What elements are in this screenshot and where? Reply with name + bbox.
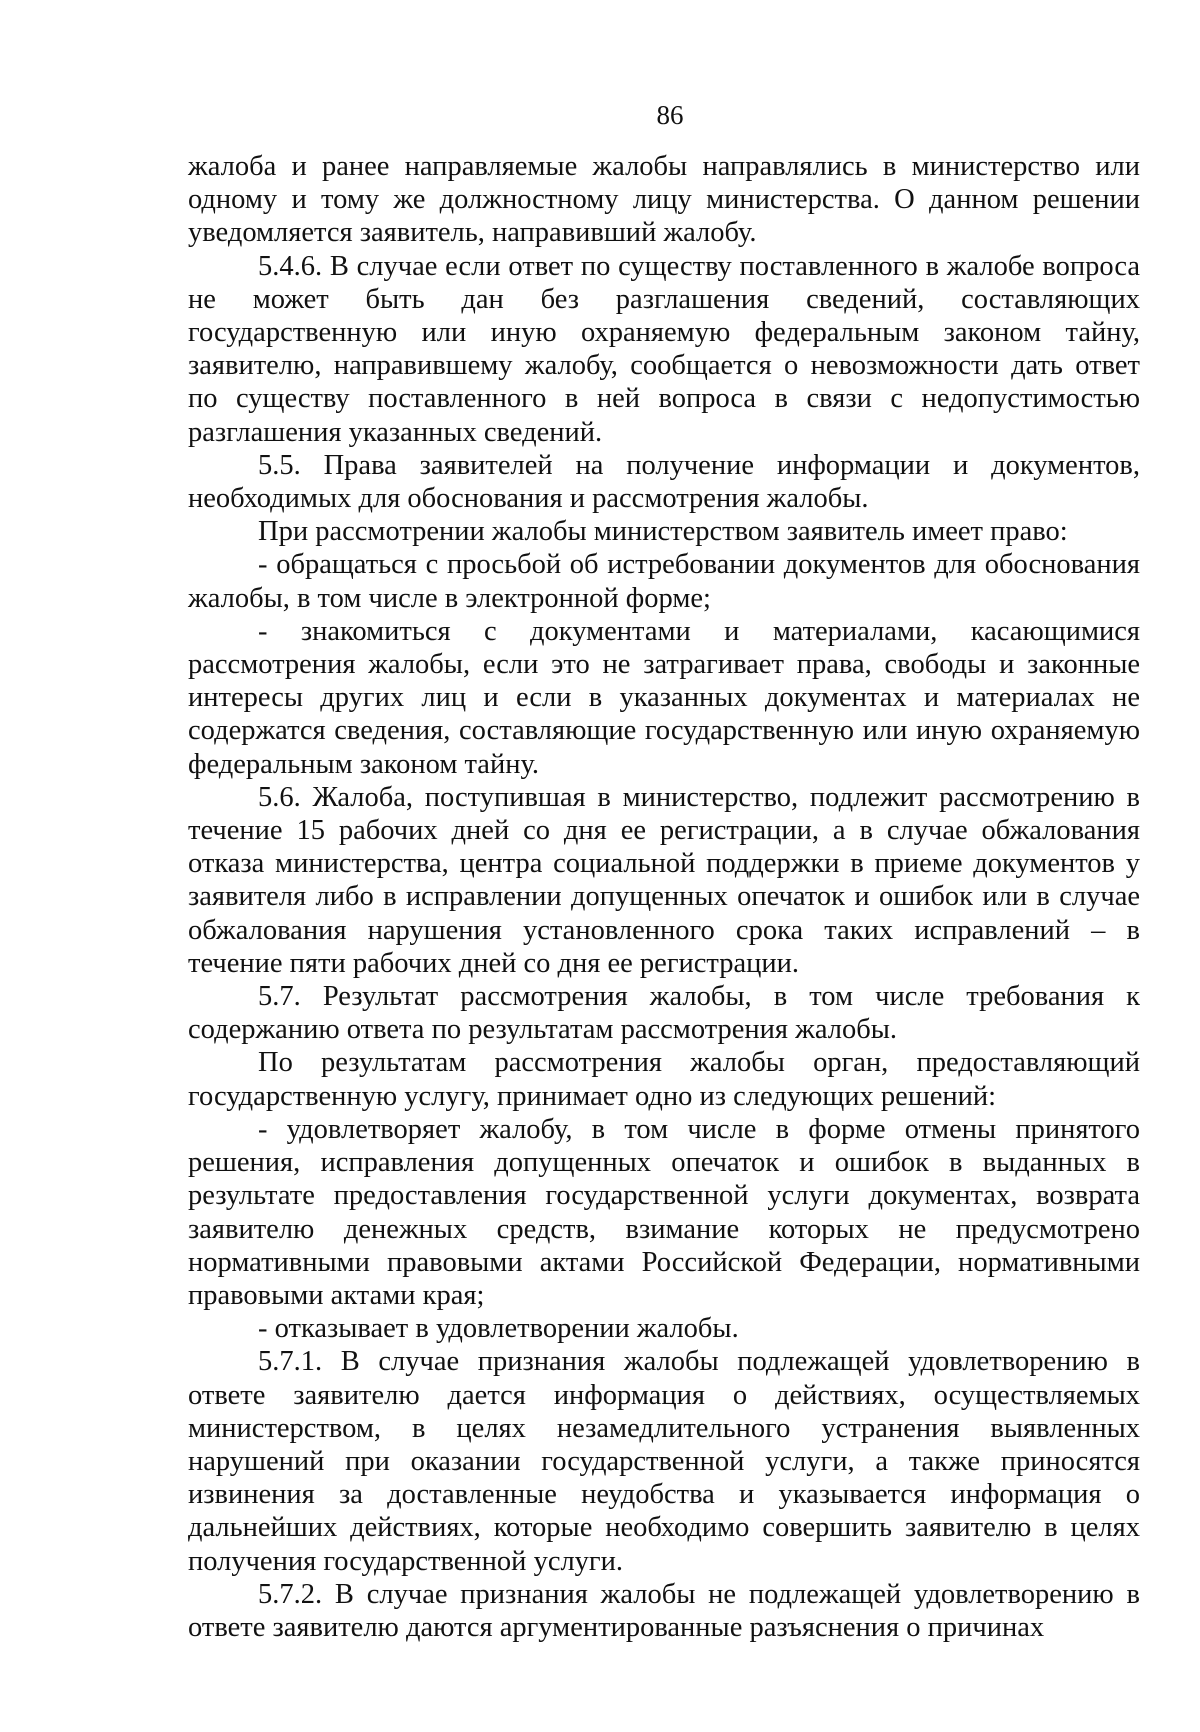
paragraph: - отказывает в удовлетворении жалобы. [258, 1313, 739, 1345]
paragraph: - обращаться с просьбой об истребовании документов для обоснования жалобы, в том числе в электронной форме; [188, 549, 1140, 614]
paragraph: 5.6. Жалоба, поступившая в министерство, подлежит рассмотрению в течение 15 рабочих дней со дня ее регистрации, а в случае обжалования отказа министерства, центра социальной поддержки в приеме документов у заявителя либо в исправлении допущенных опечаток и ошибок или в случае обжалования нарушения установленного срока таких исправлений – в течение пяти рабочих дней со дня ее регистрации. [188, 781, 1140, 979]
paragraph: 5.4.6. В случае если ответ по существу поставленного в жалобе вопроса не может быть дан без разглашения сведений, составляющих государственную или иную охраняемую федеральным законом тайну, заявителю, направившему жалобу, сообщается о невозможности дать ответ по существу поставленного в ней вопроса в связи с недопустимостью разглашения указанных сведений. [188, 250, 1140, 448]
paragraph: жалоба и ранее направляемые жалобы направлялись в министерство или одному и тому же должностному лицу министерства. О данном решении уведомляется заявитель, направивший жалобу. [188, 151, 1140, 249]
paragraph: 5.7.1. В случае признания жалобы подлежащей удовлетворению в ответе заявителю дается информация о действиях, осуществляемых министерством, в целях незамедлительного устранения выявленных нарушений при оказании государственной услуги, а также приносятся извинения за доставленные неудобства и указывается информация о дальнейших действиях, которые необходимо совершить заявителю в целях получения государственной услуги. [188, 1346, 1140, 1577]
paragraph: 5.5. Права заявителей на получение информации и документов, необходимых для обоснования и рассмотрения жалобы. [188, 449, 1140, 515]
paragraph: 5.7. Результат рассмотрения жалобы, в том числе требования к содержанию ответа по результатам рассмотрения жалобы. [188, 981, 1140, 1046]
paragraph: При рассмотрении жалобы министерством заявитель имеет право: [258, 516, 1068, 548]
paragraph: - знакомиться с документами и материалами, касающимися рассмотрения жалобы, если это не затрагивает права, свободы и законные интересы других лиц и если в указанных документах и материалах не содержатся сведения, составляющие государственную или иную охраняемую федеральным законом тайну. [188, 615, 1140, 780]
page-number: 86 [656, 100, 684, 130]
document-body [188, 150, 1140, 1644]
paragraph: По результатам рассмотрения жалобы орган, предоставляющий государственную услугу, принимает одно из следующих решений: [188, 1047, 1140, 1112]
paragraph: - удовлетворяет жалобу, в том числе в форме отмены принятого решения, исправления допущенных опечаток и ошибок в выданных в результате предоставления государственной услуги документах, возврата заявителю денежных средств, взимание которых не предусмотрено нормативными правовыми актами Российской Федерации, нормативными правовыми актами края; [188, 1113, 1140, 1311]
paragraph: 5.7.2. В случае признания жалобы не подлежащей удовлетворению в ответе заявителю даются аргументированные разъяснения о причинах [188, 1578, 1140, 1643]
